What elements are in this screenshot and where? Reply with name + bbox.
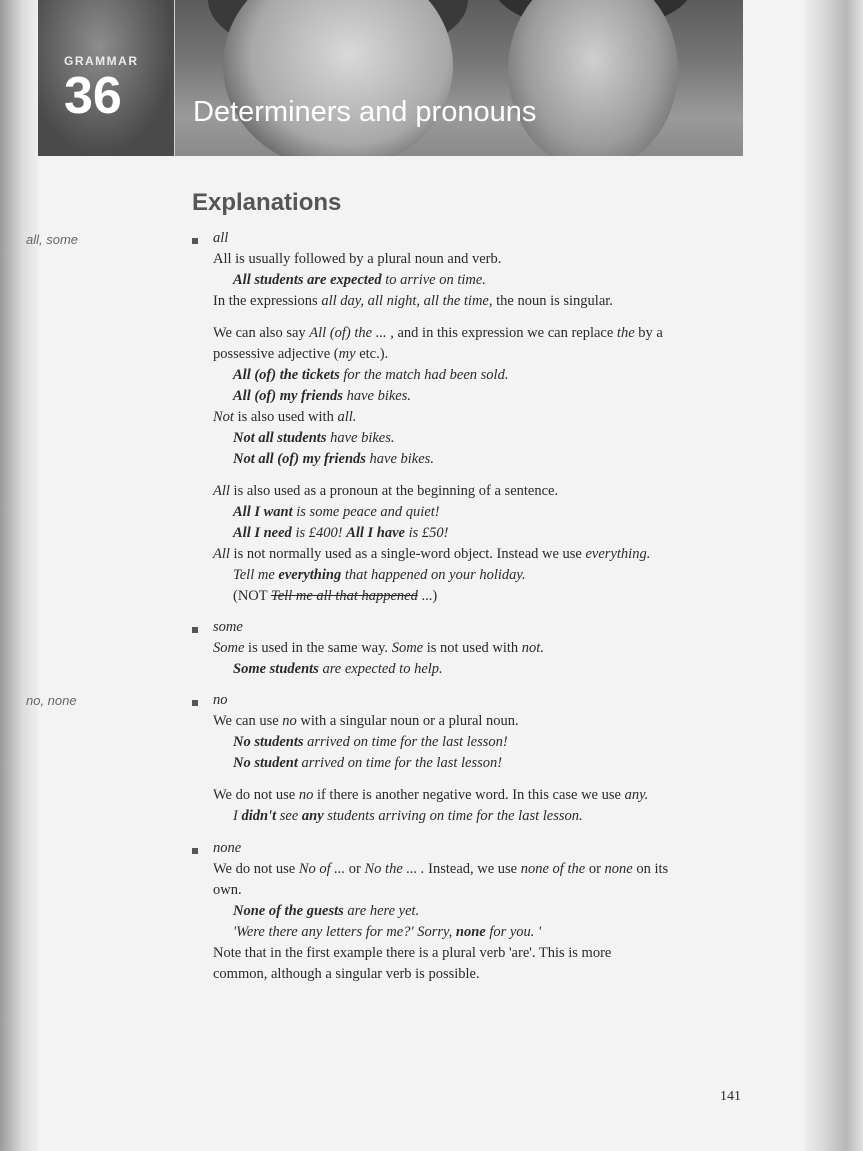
margin-label-no-none: no, none [26,693,77,708]
text-line: We can use no with a singular noun or a plural noun. [213,713,519,729]
text-line: Note that in the first example there is a plural verb 'are'. This is more [213,945,612,961]
bullet-icon [192,627,198,633]
header-divider [174,0,175,156]
example-line: I didn't see any students arriving on time for the last lesson. [233,808,583,824]
example-line: Some students are expected to help. [233,661,443,677]
example-line: All I want is some peace and quiet! [233,504,440,520]
example-line: 'Were there any letters for me?' Sorry, none for you. ' [233,924,542,940]
text-line: All is usually followed by a plural noun and verb. [213,251,502,267]
example-line: Tell me everything that happened on your holiday. [233,567,526,583]
subheading-some: some [213,619,243,635]
bullet-icon [192,700,198,706]
example-line: Not all students have bikes. [233,430,395,446]
example-line: All (of) my friends have bikes. [233,388,411,404]
example-line: Not all (of) my friends have bikes. [233,451,434,467]
text-line: Not is also used with all. [213,409,357,425]
text-line: common, although a singular verb is possible. [213,966,480,982]
text-line: All is also used as a pronoun at the beginning of a sentence. [213,483,559,499]
subheading-none: none [213,840,242,856]
subheading-all: all [213,230,229,246]
section-title: Explanations [192,189,342,216]
example-line: No students arrived on time for the last lesson! [233,734,508,750]
example-line: (NOT Tell me all that happened ...) [233,588,438,604]
text-line: We can also say All (of) the ... , and in this expression we can replace the by a [213,325,663,341]
example-line: All (of) the tickets for the match had been sold. [233,367,509,383]
bullet-icon [192,848,198,854]
text-line: We do not use no if there is another negative word. In this case we use any. [213,787,649,803]
unit-title: Determiners and pronouns [193,96,537,128]
subheading-no: no [213,692,228,708]
text-line: In the expressions all day, all night, all the time, the noun is singular. [213,293,613,309]
text-line: All is not normally used as a single-word object. Instead we use everything. [213,546,651,562]
page-edge-left [0,0,38,1151]
example-line: No student arrived on time for the last lesson! [233,755,503,771]
header-photo-face [508,0,678,156]
example-line: None of the guests are here yet. [233,903,420,919]
header-photo-face [223,0,453,156]
unit-number: 36 [64,67,122,125]
text-line: own. [213,882,242,898]
unit-header-banner [38,0,743,156]
page-number: 141 [720,1089,741,1104]
text-line: possessive adjective (my etc.). [213,346,389,362]
example-line: All I need is £400! All I have is £50! [233,525,449,541]
text-line: We do not use No of ... or No the ... . Instead, we use none of the or none on its [213,861,669,877]
margin-label-all-some: all, some [26,232,79,247]
page-edge-right [805,0,863,1151]
example-line: All students are expected to arrive on time. [233,272,486,288]
bullet-icon [192,238,198,244]
grammar-label: GRAMMAR [64,54,139,68]
text-line: Some is used in the same way. Some is not used with not. [213,640,544,656]
